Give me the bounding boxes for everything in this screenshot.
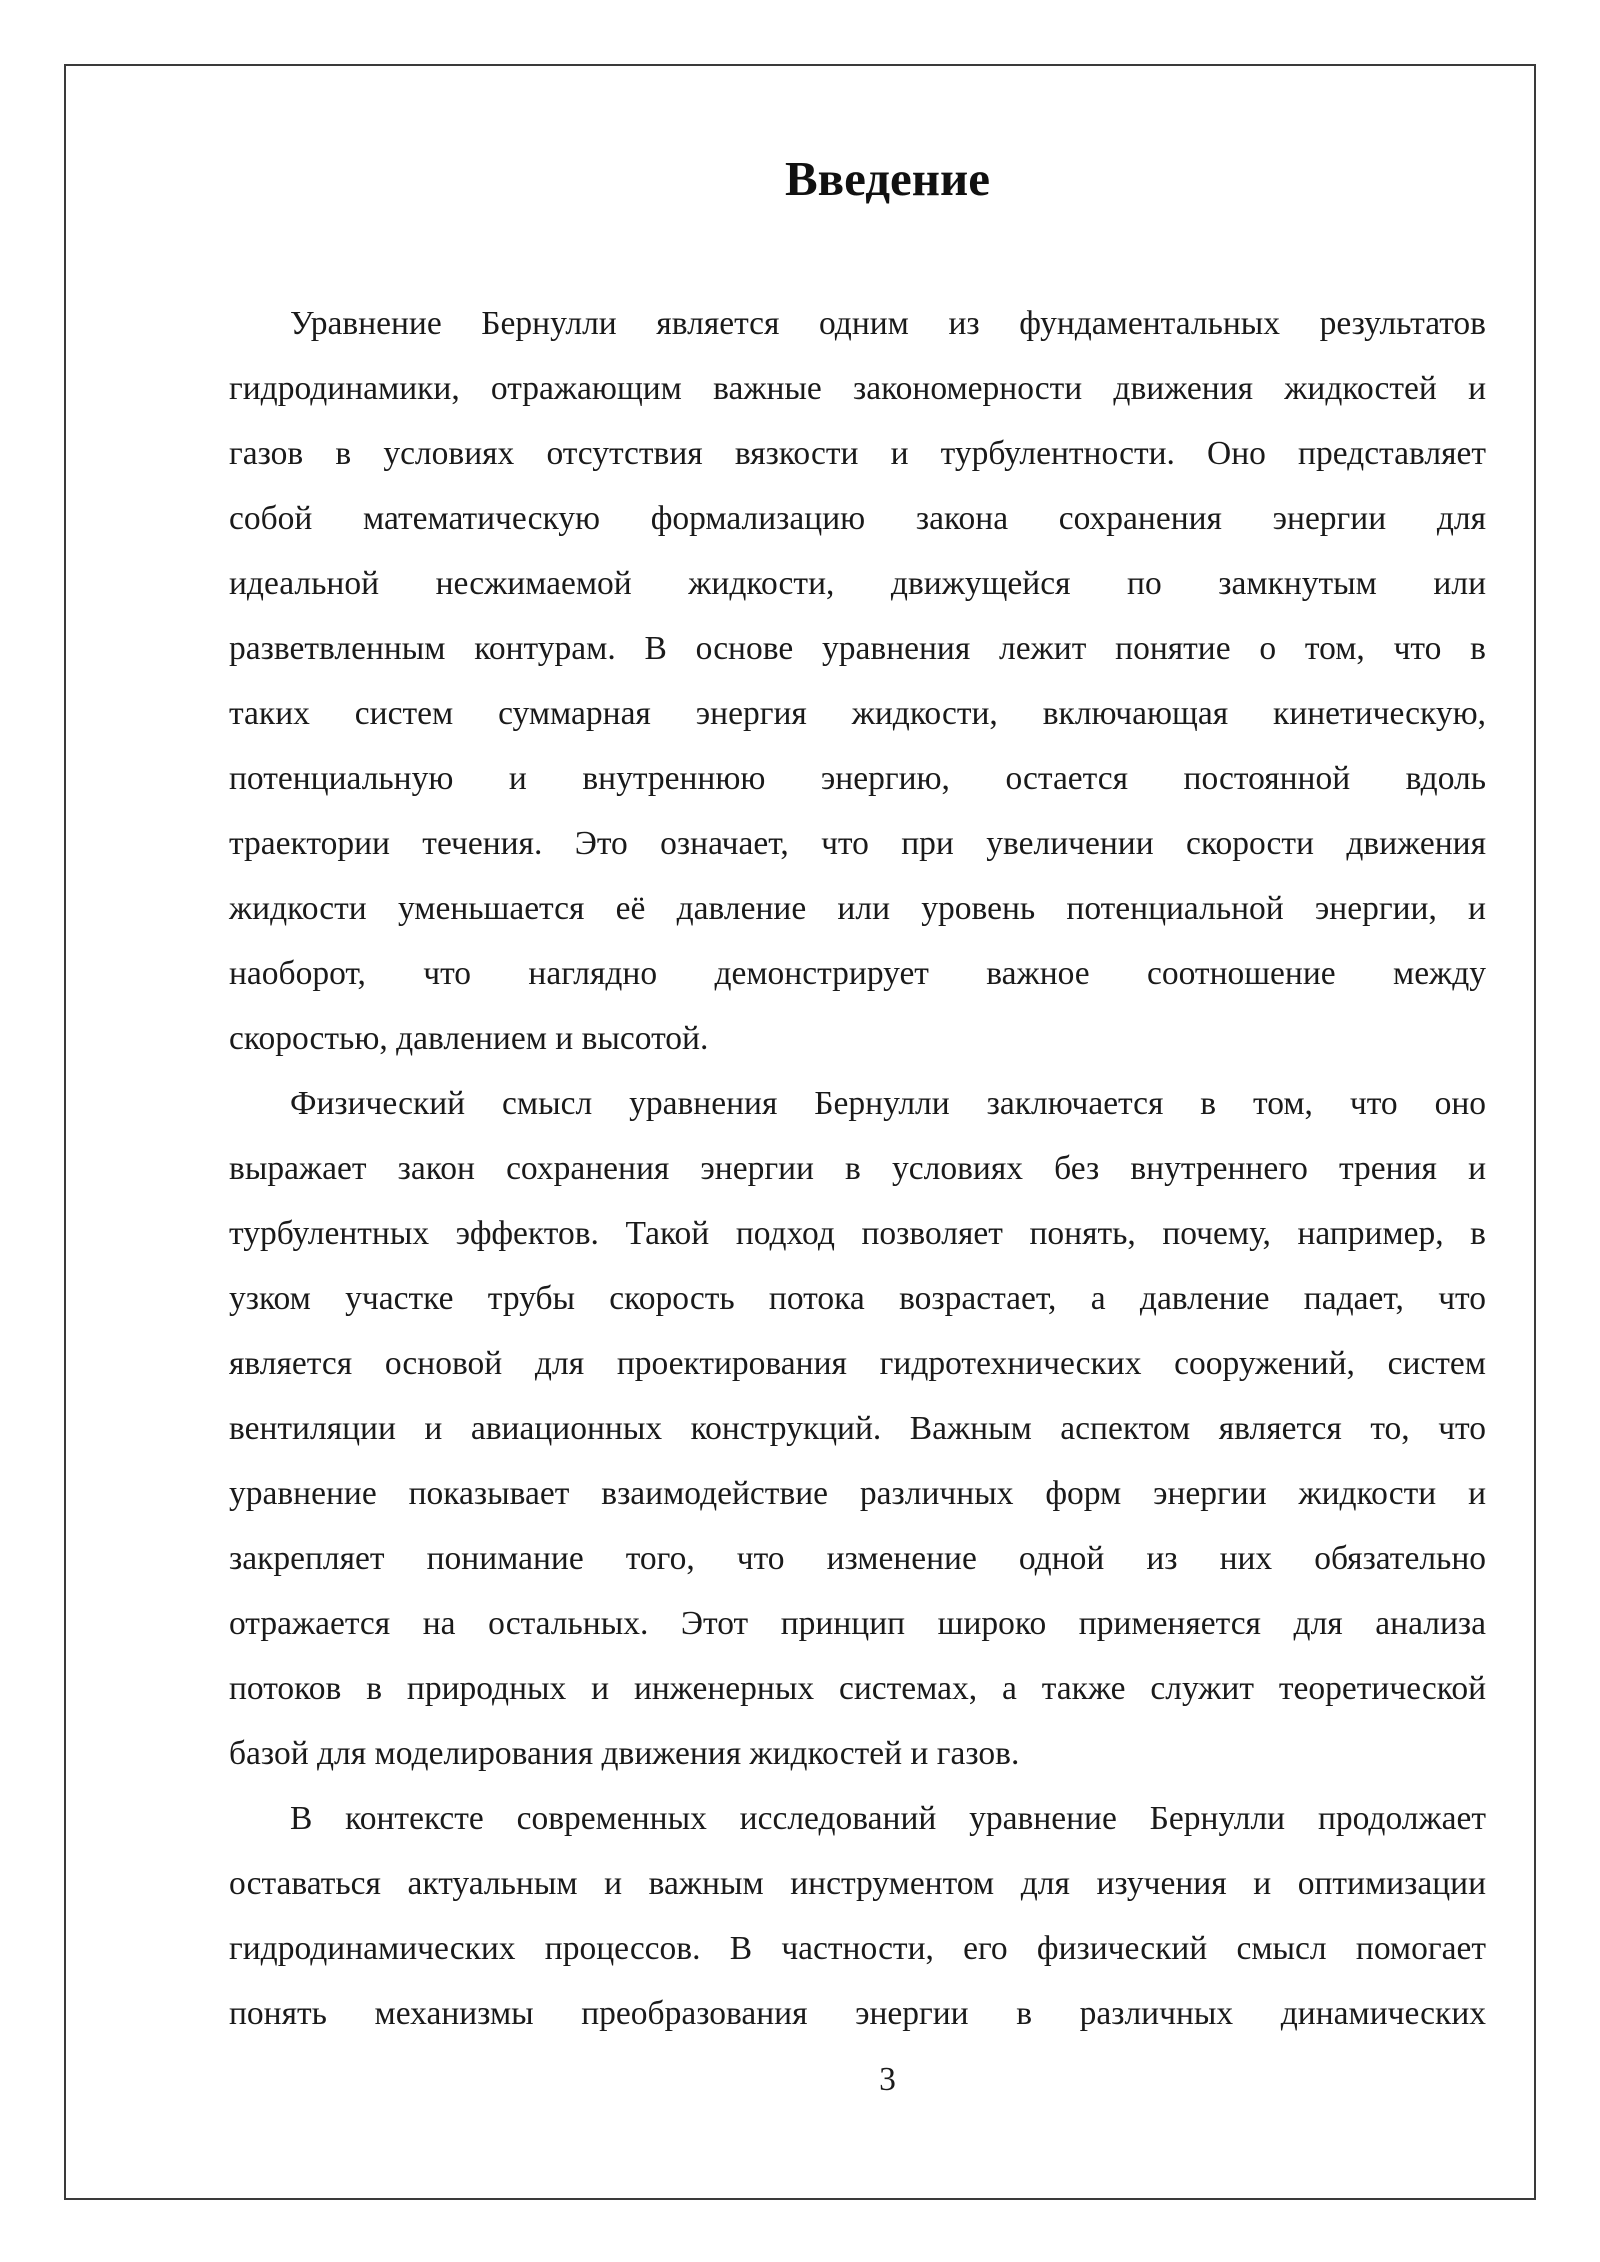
- text-line: турбулентных эффектов. Такой подход позволяет понять, почему, например, в: [229, 1215, 1486, 1252]
- text-line: скоростью, давлением и высотой.: [229, 1020, 709, 1057]
- text-line: жидкости уменьшается её давление или уровень потенциальной энергии, и: [229, 890, 1486, 927]
- text-line: базой для моделирования движения жидкостей и газов.: [229, 1735, 1020, 1772]
- text-line: гидродинамики, отражающим важные закономерности движения жидкостей и: [229, 370, 1486, 407]
- text-line: уравнение показывает взаимодействие различных форм энергии жидкости и: [229, 1475, 1486, 1512]
- text-line: узком участке трубы скорость потока возрастает, а давление падает, что: [229, 1280, 1486, 1317]
- page-number: 3: [879, 2061, 896, 2098]
- text-line: Физический смысл уравнения Бернулли заключается в том, что оно: [290, 1085, 1486, 1122]
- text-line: является основой для проектирования гидротехнических сооружений, систем: [229, 1345, 1486, 1382]
- text-line: потенциальную и внутреннюю энергию, остается постоянной вдоль: [229, 760, 1486, 797]
- text-line: гидродинамических процессов. В частности, его физический смысл помогает: [229, 1930, 1486, 1967]
- text-line: идеальной несжимаемой жидкости, движущейся по замкнутым или: [229, 565, 1486, 602]
- text-line: газов в условиях отсутствия вязкости и турбулентности. Оно представляет: [229, 435, 1486, 472]
- text-line: В контексте современных исследований уравнение Бернулли продолжает: [290, 1800, 1486, 1837]
- paragraph: [229, 1071, 1486, 1786]
- text-line: собой математическую формализацию закона сохранения энергии для: [229, 500, 1486, 537]
- text-line: наоборот, что наглядно демонстрирует важное соотношение между: [229, 955, 1486, 992]
- text-line: выражает закон сохранения энергии в условиях без внутреннего трения и: [229, 1150, 1486, 1187]
- text-line: закрепляет понимание того, что изменение одной из них обязательно: [229, 1540, 1486, 1577]
- text-line: потоков в природных и инженерных системах, а также служит теоретической: [229, 1670, 1486, 1707]
- text-line: таких систем суммарная энергия жидкости, включающая кинетическую,: [229, 695, 1486, 732]
- text-line: оставаться актуальным и важным инструментом для изучения и оптимизации: [229, 1865, 1486, 1902]
- document-body: [229, 291, 1486, 2046]
- text-line: вентиляции и авиационных конструкций. Важным аспектом является то, что: [229, 1410, 1486, 1447]
- paragraph: [229, 291, 1486, 1071]
- text-line: разветвленным контурам. В основе уравнения лежит понятие о том, что в: [229, 630, 1486, 667]
- text-line: траектории течения. Это означает, что при увеличении скорости движения: [229, 825, 1486, 862]
- text-line: понять механизмы преобразования энергии в различных динамических: [229, 1995, 1486, 2032]
- text-line: Уравнение Бернулли является одним из фундаментальных результатов: [290, 305, 1486, 342]
- text-line: отражается на остальных. Этот принцип широко применяется для анализа: [229, 1605, 1486, 1642]
- paragraph: [229, 1786, 1486, 2046]
- page-title: Введение: [785, 151, 990, 206]
